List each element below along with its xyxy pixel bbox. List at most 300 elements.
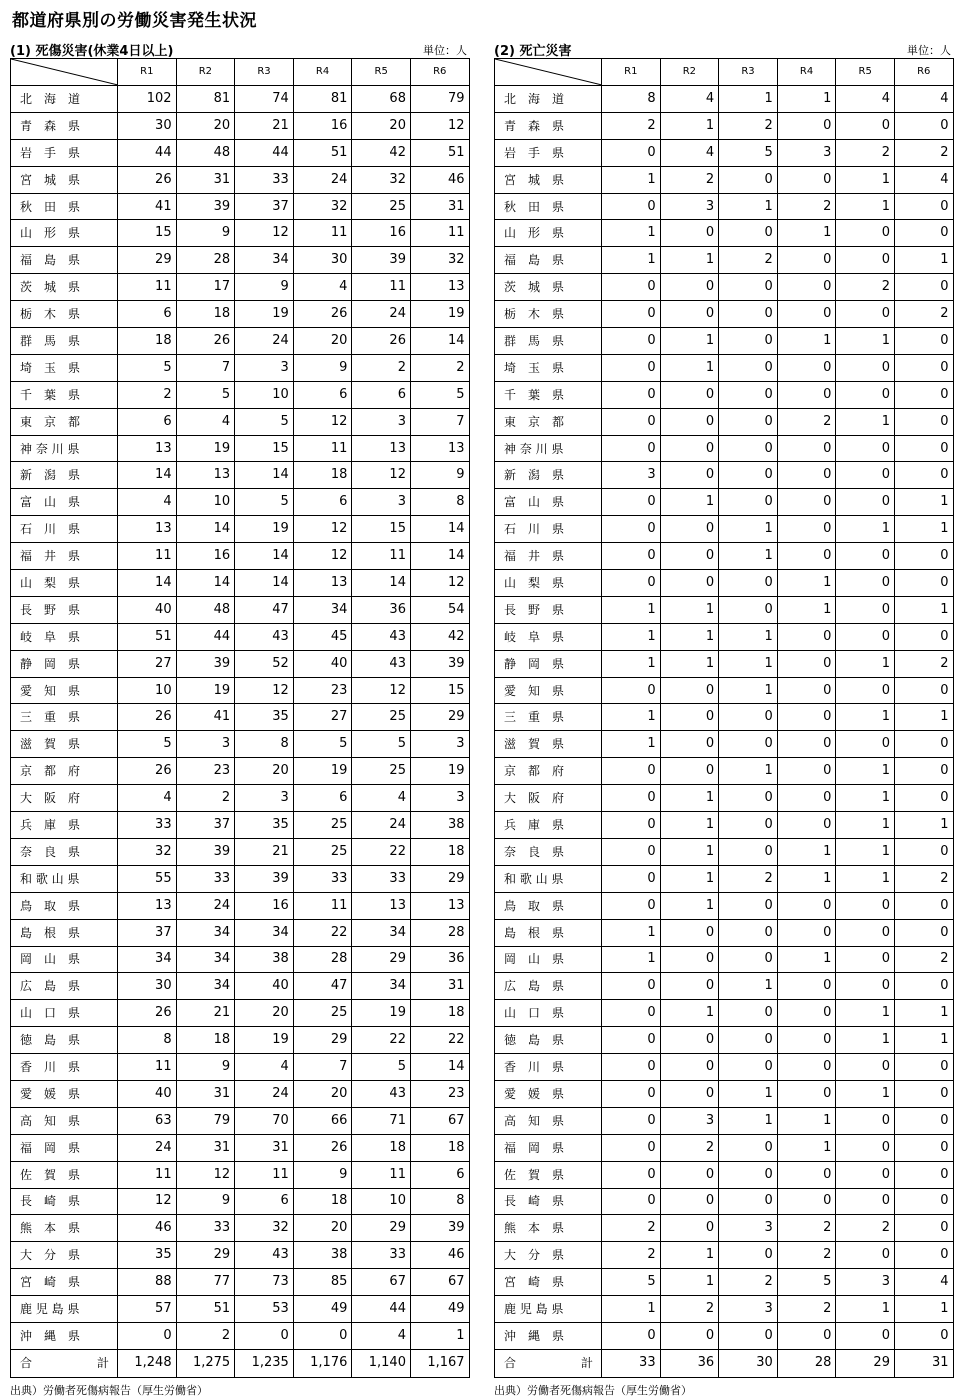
- total-cell: 33: [602, 1349, 661, 1377]
- value-cell: 0: [836, 1322, 895, 1349]
- value-cell: 12: [410, 112, 469, 139]
- prefecture-name: 滋 賀 県: [11, 731, 118, 758]
- value-cell: 1: [660, 112, 719, 139]
- prefecture-name: 福 岡 県: [11, 1134, 118, 1161]
- value-cell: 43: [352, 1080, 411, 1107]
- value-cell: 0: [719, 812, 778, 839]
- value-cell: 0: [602, 1027, 661, 1054]
- value-cell: 0: [894, 1134, 953, 1161]
- value-cell: 1: [836, 166, 895, 193]
- value-cell: 22: [352, 1027, 411, 1054]
- value-cell: 44: [176, 623, 235, 650]
- value-cell: 18: [118, 328, 177, 355]
- value-cell: 39: [176, 650, 235, 677]
- value-cell: 19: [176, 677, 235, 704]
- table-row: [11, 892, 470, 919]
- value-cell: 2: [602, 1215, 661, 1242]
- value-cell: 4: [176, 408, 235, 435]
- table-row: [495, 1322, 954, 1349]
- value-cell: 0: [719, 1134, 778, 1161]
- value-cell: 0: [777, 301, 836, 328]
- value-cell: 5: [410, 381, 469, 408]
- value-cell: 33: [352, 1242, 411, 1269]
- prefecture-name: 神 奈 川 県: [11, 435, 118, 462]
- value-cell: 0: [894, 570, 953, 597]
- table-row: [495, 247, 954, 274]
- value-cell: 0: [660, 731, 719, 758]
- total-label-char: 計: [96, 1356, 109, 1371]
- prefecture-name: 島 根 県: [495, 919, 602, 946]
- total-row: [495, 1349, 954, 1377]
- prefecture-name: 群 馬 県: [11, 328, 118, 355]
- value-cell: 12: [235, 677, 294, 704]
- value-cell: 57: [118, 1296, 177, 1323]
- value-cell: 4: [352, 1322, 411, 1349]
- value-cell: 31: [235, 1134, 294, 1161]
- value-cell: 24: [235, 328, 294, 355]
- value-cell: 1: [777, 1107, 836, 1134]
- value-cell: 1: [602, 946, 661, 973]
- value-cell: 22: [352, 838, 411, 865]
- table-row: [495, 1107, 954, 1134]
- prefecture-name: 愛 媛 県: [495, 1080, 602, 1107]
- table-row: [495, 139, 954, 166]
- value-cell: 79: [176, 1107, 235, 1134]
- value-cell: 42: [410, 623, 469, 650]
- value-cell: 17: [176, 274, 235, 301]
- value-cell: 5: [118, 354, 177, 381]
- year-header: R2: [176, 59, 235, 86]
- value-cell: 5: [293, 731, 352, 758]
- table-row: [495, 785, 954, 812]
- table-row: [11, 354, 470, 381]
- table-row: [495, 166, 954, 193]
- value-cell: 0: [118, 1322, 177, 1349]
- value-cell: 24: [176, 892, 235, 919]
- table-row: [495, 1215, 954, 1242]
- value-cell: 2: [719, 865, 778, 892]
- value-cell: 0: [777, 1080, 836, 1107]
- value-cell: 0: [836, 301, 895, 328]
- value-cell: 4: [660, 86, 719, 113]
- value-cell: 0: [660, 462, 719, 489]
- table-row: [11, 274, 470, 301]
- value-cell: 0: [894, 435, 953, 462]
- value-cell: 1: [719, 543, 778, 570]
- prefecture-name: 千 葉 県: [495, 381, 602, 408]
- prefecture-name: 大 阪 府: [495, 785, 602, 812]
- value-cell: 0: [660, 408, 719, 435]
- prefecture-name: 石 川 県: [495, 516, 602, 543]
- prefecture-name: 茨 城 県: [11, 274, 118, 301]
- value-cell: 0: [836, 112, 895, 139]
- value-cell: 5: [352, 1054, 411, 1081]
- value-cell: 63: [118, 1107, 177, 1134]
- table-row: [11, 1000, 470, 1027]
- table-row: [11, 1054, 470, 1081]
- value-cell: 2: [602, 112, 661, 139]
- value-cell: 9: [235, 274, 294, 301]
- table-row: [495, 516, 954, 543]
- prefecture-name: 東 京 都: [11, 408, 118, 435]
- value-cell: 2: [176, 1322, 235, 1349]
- value-cell: 0: [602, 435, 661, 462]
- value-cell: 0: [836, 1054, 895, 1081]
- value-cell: 0: [719, 435, 778, 462]
- table-row: [11, 1269, 470, 1296]
- value-cell: 9: [293, 1161, 352, 1188]
- value-cell: 2: [660, 1296, 719, 1323]
- prefecture-name: 福 井 県: [495, 543, 602, 570]
- value-cell: 0: [836, 946, 895, 973]
- value-cell: 71: [352, 1107, 411, 1134]
- value-cell: 16: [352, 220, 411, 247]
- table-row: [495, 946, 954, 973]
- value-cell: 0: [602, 193, 661, 220]
- value-cell: 7: [293, 1054, 352, 1081]
- table-row: [11, 247, 470, 274]
- table-row: [495, 812, 954, 839]
- value-cell: 1: [660, 1000, 719, 1027]
- value-cell: 1: [836, 193, 895, 220]
- value-cell: 54: [410, 596, 469, 623]
- table-row: [495, 570, 954, 597]
- value-cell: 51: [293, 139, 352, 166]
- value-cell: 11: [235, 1161, 294, 1188]
- value-cell: 32: [410, 247, 469, 274]
- value-cell: 46: [410, 166, 469, 193]
- value-cell: 1: [660, 354, 719, 381]
- injury-unit: 単位：人: [423, 44, 467, 57]
- value-cell: 1: [777, 86, 836, 113]
- header-row: [495, 59, 954, 86]
- table-row: [495, 677, 954, 704]
- total-row: [11, 1349, 470, 1377]
- value-cell: 48: [176, 596, 235, 623]
- value-cell: 0: [777, 892, 836, 919]
- value-cell: 0: [719, 946, 778, 973]
- value-cell: 0: [777, 731, 836, 758]
- value-cell: 1: [660, 596, 719, 623]
- value-cell: 19: [235, 301, 294, 328]
- value-cell: 0: [777, 543, 836, 570]
- value-cell: 1: [719, 86, 778, 113]
- value-cell: 1: [894, 704, 953, 731]
- value-cell: 0: [719, 596, 778, 623]
- total-cell: 1,275: [176, 1349, 235, 1377]
- value-cell: 0: [894, 543, 953, 570]
- value-cell: 29: [293, 1027, 352, 1054]
- prefecture-name: 沖 縄 県: [11, 1322, 118, 1349]
- table-row: [11, 166, 470, 193]
- value-cell: 21: [235, 112, 294, 139]
- prefecture-name: 愛 知 県: [11, 677, 118, 704]
- value-cell: 0: [602, 354, 661, 381]
- value-cell: 0: [602, 489, 661, 516]
- value-cell: 13: [410, 892, 469, 919]
- value-cell: 1: [894, 812, 953, 839]
- value-cell: 1: [719, 677, 778, 704]
- value-cell: 0: [719, 731, 778, 758]
- value-cell: 2: [719, 112, 778, 139]
- value-cell: 0: [894, 193, 953, 220]
- prefecture-name: 富 山 県: [11, 489, 118, 516]
- value-cell: 11: [118, 1054, 177, 1081]
- value-cell: 35: [235, 704, 294, 731]
- value-cell: 20: [235, 758, 294, 785]
- prefecture-name: 秋 田 県: [495, 193, 602, 220]
- value-cell: 0: [719, 1000, 778, 1027]
- value-cell: 1: [894, 1027, 953, 1054]
- table-row: [11, 1296, 470, 1323]
- value-cell: 32: [235, 1215, 294, 1242]
- value-cell: 14: [235, 462, 294, 489]
- value-cell: 0: [660, 704, 719, 731]
- prefecture-name: 長 崎 県: [11, 1188, 118, 1215]
- value-cell: 12: [352, 677, 411, 704]
- prefecture-name: 栃 木 県: [495, 301, 602, 328]
- value-cell: 46: [118, 1215, 177, 1242]
- value-cell: 0: [660, 516, 719, 543]
- value-cell: 10: [176, 489, 235, 516]
- value-cell: 33: [235, 166, 294, 193]
- table-row: [495, 435, 954, 462]
- prefecture-name: 栃 木 県: [11, 301, 118, 328]
- value-cell: 19: [176, 435, 235, 462]
- value-cell: 0: [719, 1161, 778, 1188]
- value-cell: 1: [836, 785, 895, 812]
- prefecture-name: 長 野 県: [11, 596, 118, 623]
- value-cell: 0: [894, 1242, 953, 1269]
- prefecture-name: 群 馬 県: [495, 328, 602, 355]
- prefecture-name: 山 梨 県: [495, 570, 602, 597]
- prefecture-name: 岡 山 県: [11, 946, 118, 973]
- value-cell: 0: [660, 758, 719, 785]
- value-cell: 5: [777, 1269, 836, 1296]
- prefecture-name: 香 川 県: [495, 1054, 602, 1081]
- table-row: [495, 865, 954, 892]
- value-cell: 1: [836, 1296, 895, 1323]
- value-cell: 8: [235, 731, 294, 758]
- value-cell: 34: [352, 973, 411, 1000]
- table-row: [11, 1215, 470, 1242]
- value-cell: 39: [352, 247, 411, 274]
- value-cell: 21: [235, 838, 294, 865]
- value-cell: 39: [176, 193, 235, 220]
- value-cell: 2: [777, 1242, 836, 1269]
- source-note: 出典）労働者死傷病報告（厚生労働省）: [494, 1384, 692, 1397]
- value-cell: 0: [777, 166, 836, 193]
- table-row: [495, 193, 954, 220]
- value-cell: 20: [176, 112, 235, 139]
- value-cell: 0: [660, 220, 719, 247]
- prefecture-name: 岩 手 県: [11, 139, 118, 166]
- table-row: [495, 1161, 954, 1188]
- table-row: [11, 596, 470, 623]
- value-cell: 0: [894, 1054, 953, 1081]
- table-row: [11, 838, 470, 865]
- value-cell: 41: [118, 193, 177, 220]
- value-cell: 1: [836, 704, 895, 731]
- value-cell: 4: [836, 86, 895, 113]
- prefecture-name: 神 奈 川 県: [495, 435, 602, 462]
- value-cell: 34: [352, 919, 411, 946]
- value-cell: 23: [410, 1080, 469, 1107]
- value-cell: 0: [894, 381, 953, 408]
- prefecture-name: 静 岡 県: [495, 650, 602, 677]
- value-cell: 4: [293, 274, 352, 301]
- value-cell: 43: [235, 623, 294, 650]
- prefecture-name: 大 阪 府: [11, 785, 118, 812]
- value-cell: 0: [836, 731, 895, 758]
- value-cell: 1: [836, 408, 895, 435]
- value-cell: 1: [719, 758, 778, 785]
- value-cell: 0: [836, 892, 895, 919]
- value-cell: 0: [894, 919, 953, 946]
- value-cell: 18: [176, 1027, 235, 1054]
- table-row: [11, 112, 470, 139]
- value-cell: 0: [777, 785, 836, 812]
- value-cell: 24: [352, 301, 411, 328]
- value-cell: 0: [894, 1161, 953, 1188]
- table-row: [495, 892, 954, 919]
- value-cell: 2: [894, 301, 953, 328]
- value-cell: 1: [602, 919, 661, 946]
- year-header: R3: [235, 59, 294, 86]
- value-cell: 0: [894, 462, 953, 489]
- prefecture-name: 長 野 県: [495, 596, 602, 623]
- table-row: [11, 462, 470, 489]
- value-cell: 0: [602, 1188, 661, 1215]
- value-cell: 25: [293, 838, 352, 865]
- value-cell: 44: [352, 1296, 411, 1323]
- value-cell: 0: [719, 892, 778, 919]
- value-cell: 15: [118, 220, 177, 247]
- prefecture-name: 山 形 県: [495, 220, 602, 247]
- prefecture-name: 島 根 県: [11, 919, 118, 946]
- value-cell: 0: [894, 623, 953, 650]
- table-row: [495, 274, 954, 301]
- value-cell: 11: [410, 220, 469, 247]
- value-cell: 5: [352, 731, 411, 758]
- prefecture-name: 大 分 県: [495, 1242, 602, 1269]
- value-cell: 31: [176, 1080, 235, 1107]
- value-cell: 1: [894, 1000, 953, 1027]
- year-header: R2: [660, 59, 719, 86]
- value-cell: 7: [176, 354, 235, 381]
- value-cell: 40: [118, 1080, 177, 1107]
- value-cell: 0: [894, 838, 953, 865]
- value-cell: 32: [118, 838, 177, 865]
- value-cell: 24: [293, 166, 352, 193]
- prefecture-name: 岐 阜 県: [11, 623, 118, 650]
- value-cell: 0: [777, 919, 836, 946]
- value-cell: 2: [777, 1296, 836, 1323]
- table-row: [11, 408, 470, 435]
- prefecture-name: 滋 賀 県: [495, 731, 602, 758]
- value-cell: 8: [118, 1027, 177, 1054]
- value-cell: 85: [293, 1269, 352, 1296]
- value-cell: 6: [235, 1188, 294, 1215]
- value-cell: 0: [777, 462, 836, 489]
- value-cell: 20: [235, 1000, 294, 1027]
- prefecture-name: 新 潟 県: [495, 462, 602, 489]
- table-row: [11, 677, 470, 704]
- table-row: [495, 86, 954, 113]
- table-row: [11, 1322, 470, 1349]
- value-cell: 0: [777, 274, 836, 301]
- value-cell: 0: [894, 973, 953, 1000]
- value-cell: 102: [118, 86, 177, 113]
- total-cell: 1,248: [118, 1349, 177, 1377]
- value-cell: 0: [660, 1080, 719, 1107]
- value-cell: 0: [719, 1242, 778, 1269]
- value-cell: 5: [176, 381, 235, 408]
- table-row: [495, 1027, 954, 1054]
- value-cell: 9: [410, 462, 469, 489]
- value-cell: 14: [176, 570, 235, 597]
- value-cell: 20: [293, 328, 352, 355]
- table-row: [495, 1242, 954, 1269]
- value-cell: 31: [176, 1134, 235, 1161]
- death-unit: 単位：人: [907, 44, 951, 57]
- value-cell: 8: [410, 1188, 469, 1215]
- value-cell: 0: [660, 301, 719, 328]
- value-cell: 1: [660, 785, 719, 812]
- value-cell: 4: [118, 489, 177, 516]
- value-cell: 1: [410, 1322, 469, 1349]
- value-cell: 30: [118, 112, 177, 139]
- year-header: R5: [836, 59, 895, 86]
- value-cell: 4: [660, 139, 719, 166]
- table-row: [11, 1080, 470, 1107]
- value-cell: 0: [602, 570, 661, 597]
- value-cell: 0: [719, 1188, 778, 1215]
- value-cell: 0: [660, 381, 719, 408]
- value-cell: 2: [836, 274, 895, 301]
- value-cell: 1: [602, 704, 661, 731]
- table-row: [495, 1054, 954, 1081]
- value-cell: 32: [352, 166, 411, 193]
- total-label-char: 合: [20, 1356, 33, 1371]
- value-cell: 0: [836, 435, 895, 462]
- value-cell: 13: [176, 462, 235, 489]
- table-row: [495, 1296, 954, 1323]
- value-cell: 0: [777, 489, 836, 516]
- header-row: [11, 59, 470, 86]
- value-cell: 1: [660, 650, 719, 677]
- prefecture-name: 福 島 県: [495, 247, 602, 274]
- total-cell: 28: [777, 1349, 836, 1377]
- value-cell: 0: [777, 1188, 836, 1215]
- value-cell: 16: [235, 892, 294, 919]
- value-cell: 0: [719, 489, 778, 516]
- value-cell: 14: [118, 570, 177, 597]
- table-row: [495, 596, 954, 623]
- value-cell: 0: [894, 785, 953, 812]
- total-label: [11, 1349, 118, 1377]
- total-cell: 1,140: [352, 1349, 411, 1377]
- value-cell: 0: [602, 865, 661, 892]
- value-cell: 5: [719, 139, 778, 166]
- prefecture-name: 山 口 県: [495, 1000, 602, 1027]
- value-cell: 29: [352, 1215, 411, 1242]
- value-cell: 6: [410, 1161, 469, 1188]
- value-cell: 12: [176, 1161, 235, 1188]
- value-cell: 2: [602, 1242, 661, 1269]
- value-cell: 1: [660, 892, 719, 919]
- value-cell: 11: [293, 892, 352, 919]
